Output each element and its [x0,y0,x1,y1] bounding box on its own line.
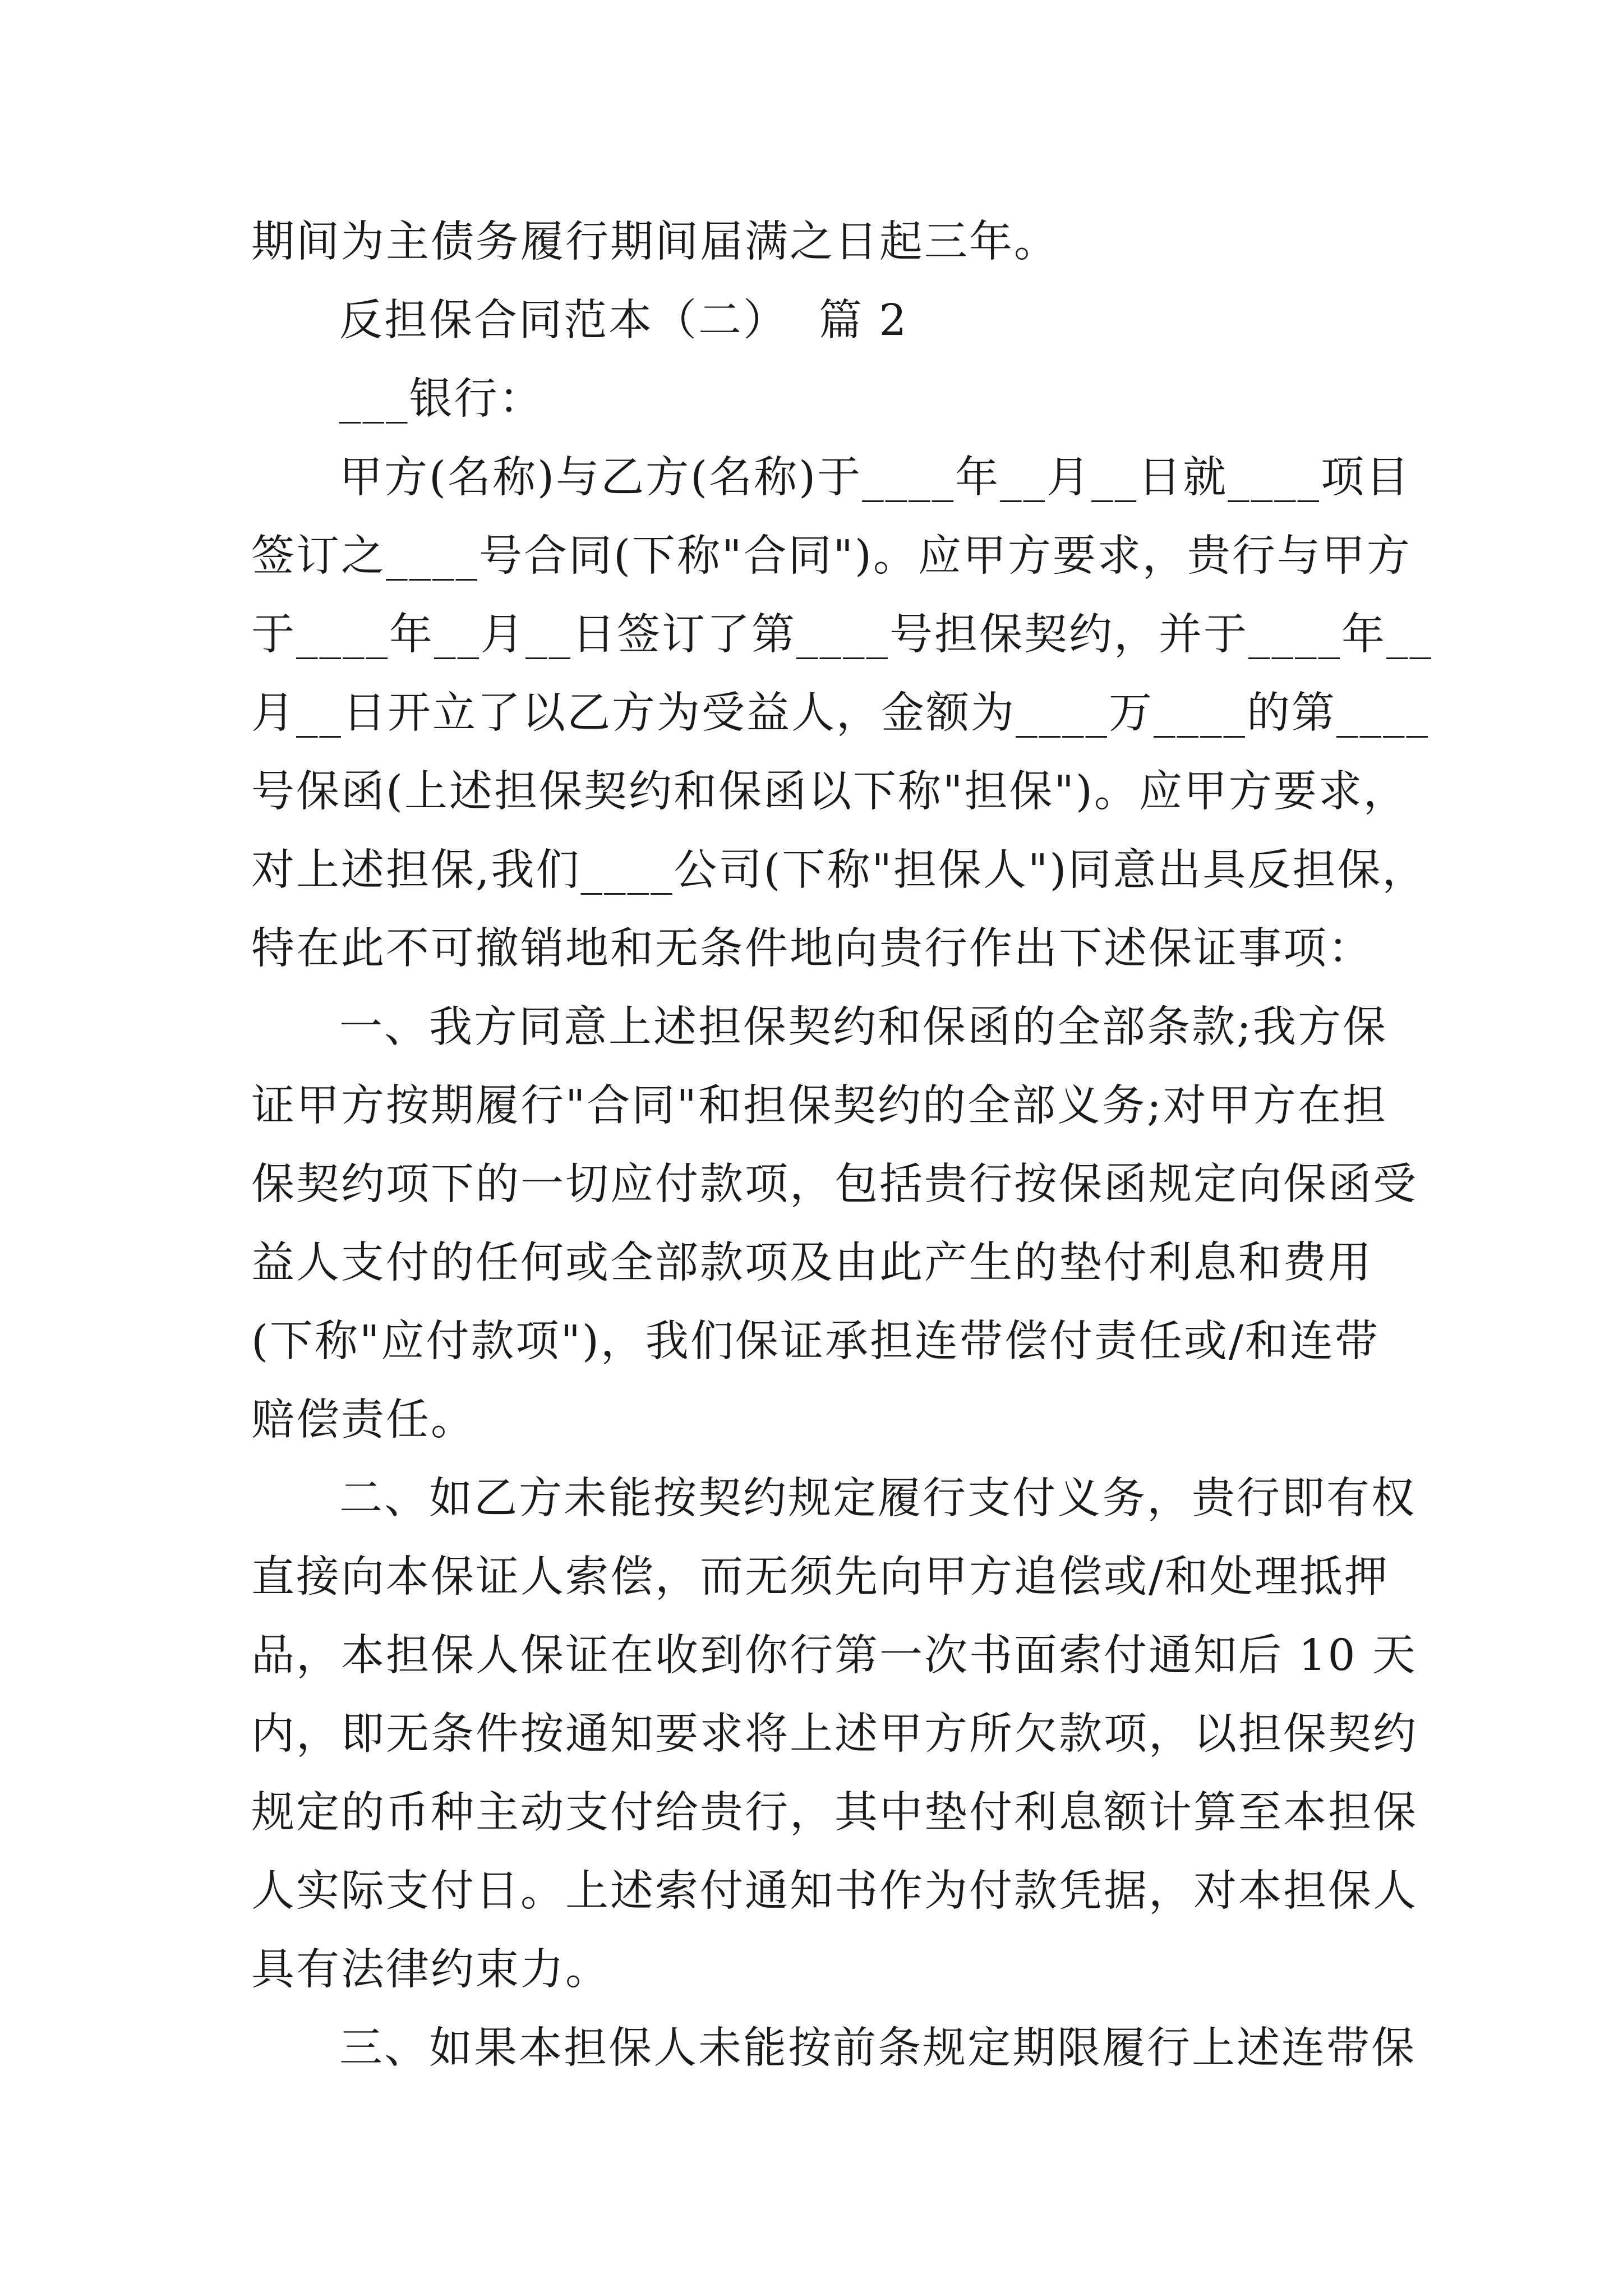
text-line: 甲方(名称)与乙方(名称)于____年__月__日就____项目 [339,453,1411,503]
text-line: 特在此不可撤销地和无条件地向贵行作出下述保证事项： [251,924,1373,974]
text-line: 月__日开立了以乙方为受益人，金额为____万____的第____ [251,688,1430,738]
text-line: (下称"应付款项")，我们保证承担连带偿付责任或/和连带 [251,1317,1380,1366]
text-line: 对上述担保,我们____公司(下称"担保人")同意出具反担保， [251,845,1427,895]
text-line: 号保函(上述担保契约和保函以下称"担保")。应甲方要求， [251,767,1408,817]
text-line: 签订之____号合同(下称"合同")。应甲方要求，贵行与甲方 [251,531,1412,581]
clause-2-start: 二、如乙方未能按契约规定履行支付义务，贵行即有权 [339,1474,1416,1524]
text-line: 规定的币种主动支付给贵行，其中垫付利息额计算至本担保 [251,1788,1418,1838]
text-line: 人实际支付日。上述索付通知书作为付款凭据，对本担保人 [251,1866,1418,1916]
section-heading: 反担保合同范本（二） 篇 2 [339,296,909,346]
text-line: 赔偿责任。 [251,1395,476,1445]
text-line: 保契约项下的一切应付款项，包括贵行按保函规定向保函受 [251,1159,1418,1209]
text-line: 于____年__月__日签订了第____号担保契约，并于____年__ [251,610,1433,660]
text-line: 内，即无条件按通知要求将上述甲方所欠款项，以担保契约 [251,1709,1418,1759]
text-line: 期间为主债务履行期间届满之日起三年。 [251,217,1059,267]
text-line: 益人支付的任何或全部款项及由此产生的垫付利息和费用 [251,1238,1373,1288]
text-line: 品，本担保人保证在收到你行第一次书面索付通知后 10 天 [251,1631,1417,1681]
clause-1-start: 一、我方同意上述担保契约和保函的全部条款;我方保 [339,1002,1387,1052]
text-line: 具有法律约束力。 [251,1945,610,1995]
salutation: ___银行： [339,374,544,424]
text-line: 证甲方按期履行"合同"和担保契约的全部义务;对甲方在担 [251,1081,1387,1131]
clause-3-start: 三、如果本担保人未能按前条规定期限履行上述连带保 [339,2023,1416,2073]
text-line: 直接向本保证人索偿，而无须先向甲方追偿或/和处理抵押 [251,1552,1389,1602]
